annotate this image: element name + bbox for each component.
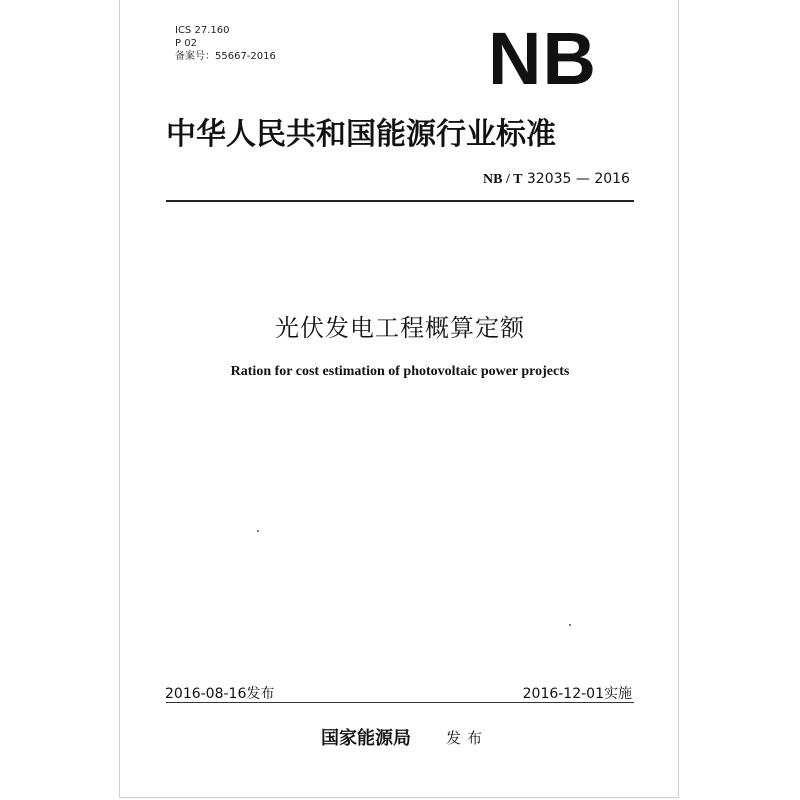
standard-prefix: NB / T <box>483 172 523 187</box>
bottom-divider <box>166 702 634 703</box>
document-title-cn: 光伏发电工程概算定额 <box>275 314 525 342</box>
ics-code: ICS 27.160 <box>175 25 230 36</box>
standard-number <box>483 171 630 188</box>
publisher-name: 国家能源局 <box>321 728 411 749</box>
implement-date: 2016-12-01实施 <box>522 686 632 702</box>
document-title-en: Ration for cost estimation of photovoltaic power projects <box>230 364 570 379</box>
publish-label: 发布 <box>446 729 489 747</box>
standard-title: 中华人民共和国能源行业标准 <box>166 117 556 152</box>
standard-code: 32035 — 2016 <box>526 171 630 187</box>
speck-mark <box>257 530 259 532</box>
speck-mark <box>569 624 571 626</box>
nb-logo: NB <box>488 17 597 100</box>
classification-block <box>175 24 276 63</box>
document-cover <box>119 0 679 798</box>
top-divider <box>166 200 634 202</box>
classification-code: P 02 <box>175 38 197 49</box>
issue-date: 2016-08-16发布 <box>165 686 275 702</box>
record-number: 备案号：55667-2016 <box>175 51 276 62</box>
